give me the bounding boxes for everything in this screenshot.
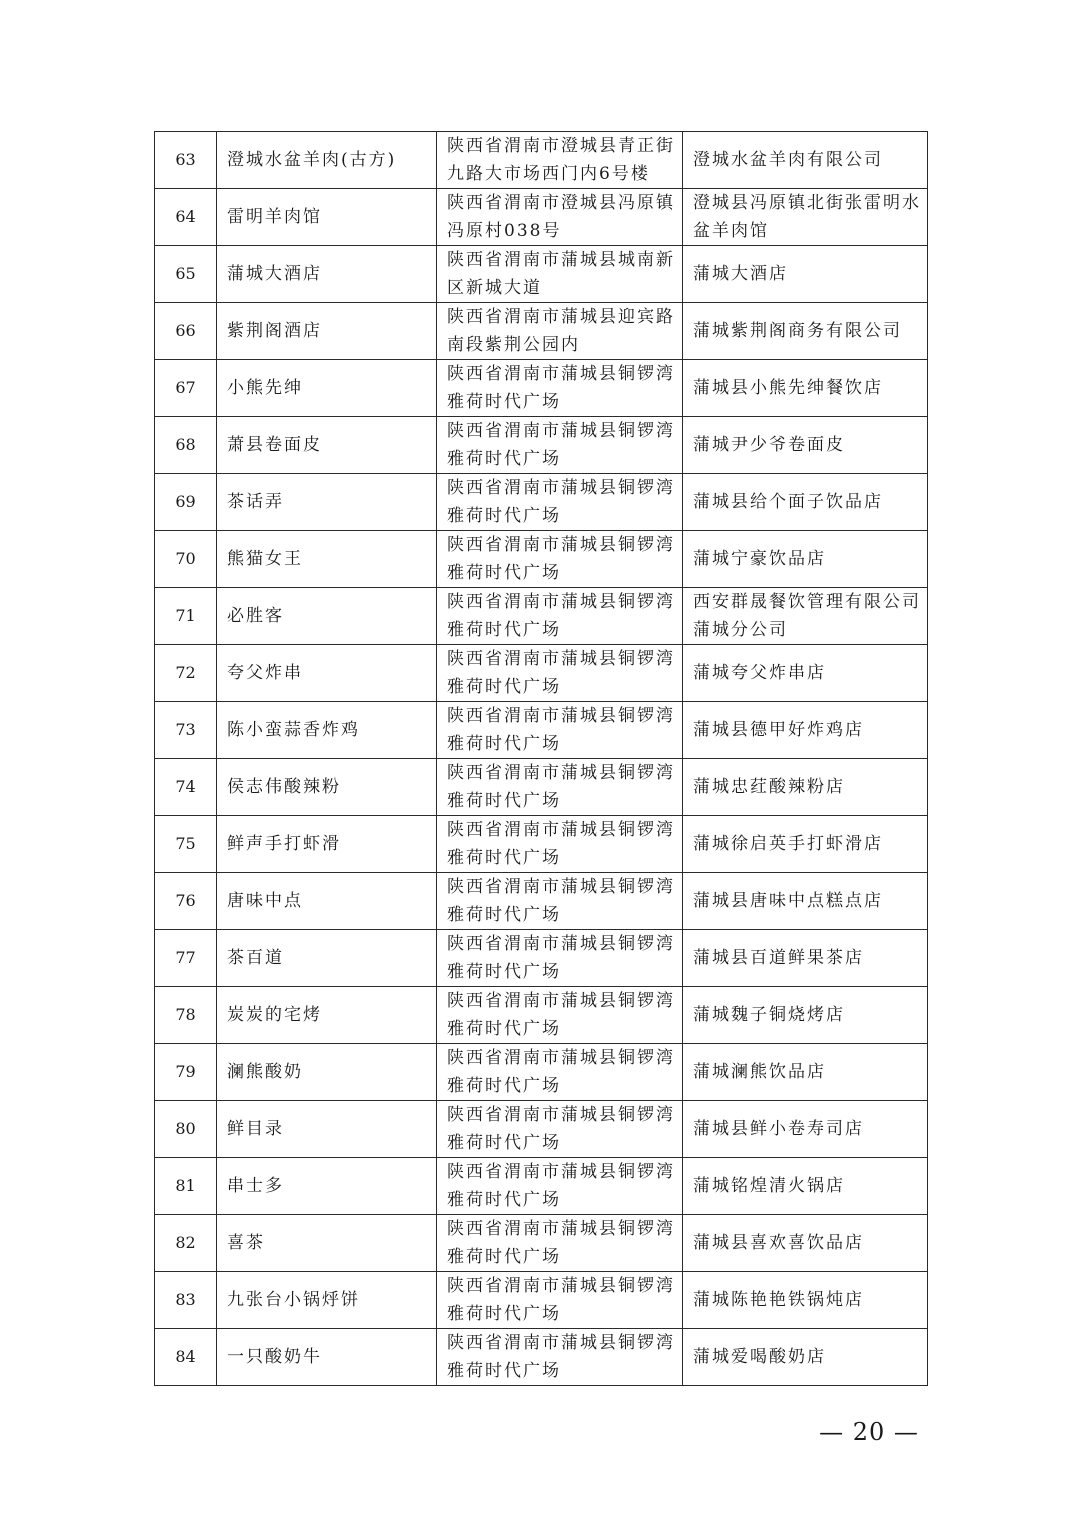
row-number: 73: [155, 702, 217, 759]
store-address: 陕西省渭南市蒲城县铜锣湾雅荷时代广场: [437, 417, 683, 474]
store-name: 一只酸奶牛: [217, 1329, 437, 1386]
store-address: 陕西省渭南市蒲城县城南新区新城大道: [437, 246, 683, 303]
table-row: [155, 759, 928, 816]
store-name: 茶话弄: [217, 474, 437, 531]
table-row: [155, 930, 928, 987]
store-address: 陕西省渭南市蒲城县铜锣湾雅荷时代广场: [437, 1101, 683, 1158]
operating-entity: 蒲城县德甲好炸鸡店: [683, 702, 928, 759]
table-row: [155, 417, 928, 474]
store-address: 陕西省渭南市蒲城县铜锣湾雅荷时代广场: [437, 702, 683, 759]
row-number: 83: [155, 1272, 217, 1329]
store-address: 陕西省渭南市蒲城县铜锣湾雅荷时代广场: [437, 1329, 683, 1386]
operating-entity: 澄城县冯原镇北街张雷明水盆羊肉馆: [683, 189, 928, 246]
store-address: 陕西省渭南市澄城县冯原镇冯原村038号: [437, 189, 683, 246]
store-name: 唐味中点: [217, 873, 437, 930]
store-address: 陕西省渭南市蒲城县铜锣湾雅荷时代广场: [437, 531, 683, 588]
row-number: 64: [155, 189, 217, 246]
operating-entity: 蒲城徐启英手打虾滑店: [683, 816, 928, 873]
operating-entity: 蒲城县鲜小卷寿司店: [683, 1101, 928, 1158]
operating-entity: 蒲城大酒店: [683, 246, 928, 303]
table-row: [155, 531, 928, 588]
table-row: [155, 474, 928, 531]
store-name: 九张台小锅烀饼: [217, 1272, 437, 1329]
operating-entity: 蒲城县百道鲜果茶店: [683, 930, 928, 987]
operating-entity: 蒲城夸父炸串店: [683, 645, 928, 702]
table-row: [155, 132, 928, 189]
operating-entity: 蒲城县喜欢喜饮品店: [683, 1215, 928, 1272]
row-number: 68: [155, 417, 217, 474]
store-name: 鲜目录: [217, 1101, 437, 1158]
table-row: [155, 1329, 928, 1386]
operating-entity: 蒲城爱喝酸奶店: [683, 1329, 928, 1386]
store-address: 陕西省渭南市蒲城县铜锣湾雅荷时代广场: [437, 588, 683, 645]
table-row: [155, 1158, 928, 1215]
row-number: 69: [155, 474, 217, 531]
store-address: 陕西省渭南市蒲城县铜锣湾雅荷时代广场: [437, 1272, 683, 1329]
store-name: 紫荆阁酒店: [217, 303, 437, 360]
operating-entity: 蒲城宁豪饮品店: [683, 531, 928, 588]
row-number: 82: [155, 1215, 217, 1272]
table-row: [155, 1044, 928, 1101]
store-name: 雷明羊肉馆: [217, 189, 437, 246]
operating-entity: 蒲城澜熊饮品店: [683, 1044, 928, 1101]
store-name: 熊猫女王: [217, 531, 437, 588]
store-name: 鲜声手打虾滑: [217, 816, 437, 873]
page-number: — 20 —: [819, 1418, 919, 1446]
table-row: [155, 1272, 928, 1329]
store-address: 陕西省渭南市澄城县青正街九路大市场西门内6号楼: [437, 132, 683, 189]
row-number: 80: [155, 1101, 217, 1158]
operating-entity: 蒲城魏子铜烧烤店: [683, 987, 928, 1044]
store-address: 陕西省渭南市蒲城县铜锣湾雅荷时代广场: [437, 1158, 683, 1215]
store-address: 陕西省渭南市蒲城县铜锣湾雅荷时代广场: [437, 474, 683, 531]
store-name: 澄城水盆羊肉(古方): [217, 132, 437, 189]
table-row: [155, 1215, 928, 1272]
row-number: 78: [155, 987, 217, 1044]
store-address: 陕西省渭南市蒲城县铜锣湾雅荷时代广场: [437, 1044, 683, 1101]
store-address: 陕西省渭南市蒲城县铜锣湾雅荷时代广场: [437, 360, 683, 417]
table-row: [155, 873, 928, 930]
store-name: 炭炭的宅烤: [217, 987, 437, 1044]
row-number: 75: [155, 816, 217, 873]
table-row: [155, 588, 928, 645]
store-name: 小熊先绅: [217, 360, 437, 417]
operating-entity: 蒲城铭煌清火锅店: [683, 1158, 928, 1215]
row-number: 66: [155, 303, 217, 360]
store-address: 陕西省渭南市蒲城县铜锣湾雅荷时代广场: [437, 873, 683, 930]
store-name: 夸父炸串: [217, 645, 437, 702]
store-address: 陕西省渭南市蒲城县铜锣湾雅荷时代广场: [437, 930, 683, 987]
row-number: 84: [155, 1329, 217, 1386]
table-row: [155, 189, 928, 246]
table-row: [155, 702, 928, 759]
store-name: 澜熊酸奶: [217, 1044, 437, 1101]
table-row: [155, 1101, 928, 1158]
row-number: 76: [155, 873, 217, 930]
row-number: 65: [155, 246, 217, 303]
table-row: [155, 645, 928, 702]
row-number: 81: [155, 1158, 217, 1215]
row-number: 79: [155, 1044, 217, 1101]
table-row: [155, 246, 928, 303]
operating-entity: 蒲城县小熊先绅餐饮店: [683, 360, 928, 417]
store-name: 陈小蛮蒜香炸鸡: [217, 702, 437, 759]
table-row: [155, 303, 928, 360]
operating-entity: 西安群晟餐饮管理有限公司蒲城分公司: [683, 588, 928, 645]
store-name: 侯志伟酸辣粉: [217, 759, 437, 816]
store-list-table: [154, 131, 928, 1386]
operating-entity: 澄城水盆羊肉有限公司: [683, 132, 928, 189]
row-number: 63: [155, 132, 217, 189]
store-address: 陕西省渭南市蒲城县铜锣湾雅荷时代广场: [437, 645, 683, 702]
store-name: 茶百道: [217, 930, 437, 987]
table-row: [155, 360, 928, 417]
store-address: 陕西省渭南市蒲城县铜锣湾雅荷时代广场: [437, 816, 683, 873]
row-number: 70: [155, 531, 217, 588]
row-number: 67: [155, 360, 217, 417]
store-name: 串士多: [217, 1158, 437, 1215]
row-number: 74: [155, 759, 217, 816]
store-name: 蒲城大酒店: [217, 246, 437, 303]
operating-entity: 蒲城陈艳艳铁锅炖店: [683, 1272, 928, 1329]
store-address: 陕西省渭南市蒲城县铜锣湾雅荷时代广场: [437, 1215, 683, 1272]
operating-entity: 蒲城县唐味中点糕点店: [683, 873, 928, 930]
store-address: 陕西省渭南市蒲城县铜锣湾雅荷时代广场: [437, 759, 683, 816]
store-name: 萧县卷面皮: [217, 417, 437, 474]
table-row: [155, 816, 928, 873]
store-name: 必胜客: [217, 588, 437, 645]
table-row: [155, 987, 928, 1044]
store-name: 喜茶: [217, 1215, 437, 1272]
row-number: 72: [155, 645, 217, 702]
operating-entity: 蒲城尹少爷卷面皮: [683, 417, 928, 474]
operating-entity: 蒲城忠荭酸辣粉店: [683, 759, 928, 816]
row-number: 71: [155, 588, 217, 645]
table-body: [155, 132, 928, 1386]
store-address: 陕西省渭南市蒲城县铜锣湾雅荷时代广场: [437, 987, 683, 1044]
operating-entity: 蒲城紫荆阁商务有限公司: [683, 303, 928, 360]
row-number: 77: [155, 930, 217, 987]
store-address: 陕西省渭南市蒲城县迎宾路南段紫荆公园内: [437, 303, 683, 360]
operating-entity: 蒲城县给个面子饮品店: [683, 474, 928, 531]
